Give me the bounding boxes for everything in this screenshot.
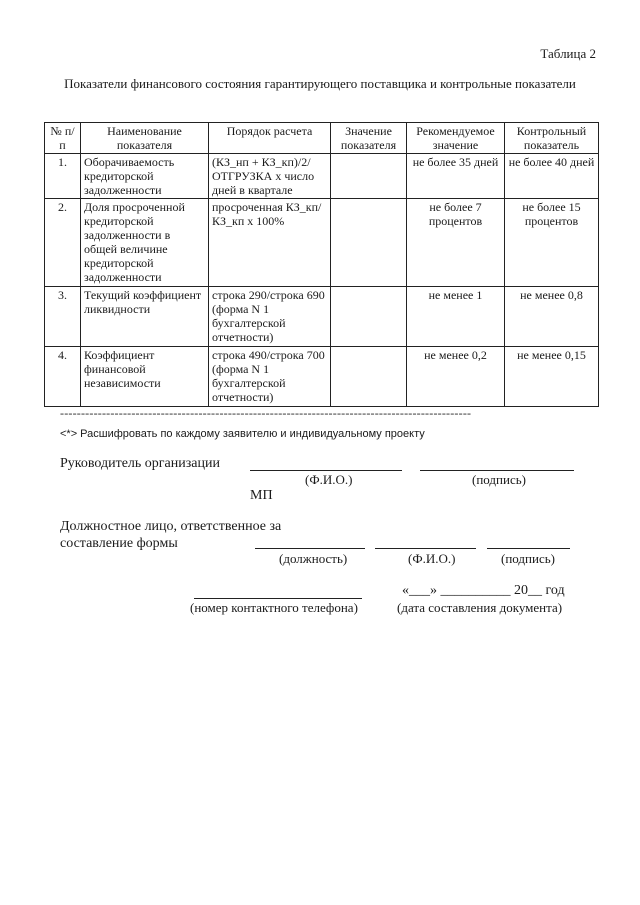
header-recommended: Рекомендуемое значение — [407, 123, 505, 154]
responsible-fio-caption: (Ф.И.О.) — [408, 551, 456, 566]
row-value — [331, 287, 407, 347]
row-recommended: не менее 1 — [407, 287, 505, 347]
table-row — [45, 154, 599, 199]
row-value — [331, 154, 407, 199]
row-name: Текущий коэффициент ликвидности — [81, 287, 209, 347]
header-calculation: Порядок расчета — [209, 123, 331, 154]
head-of-organization-label: Руководитель организации — [60, 456, 220, 471]
head-fio-caption: (Ф.И.О.) — [305, 472, 353, 487]
row-name: Оборачиваемость кредиторской задолженности — [81, 154, 209, 199]
row-calculation: строка 290/строка 690 (форма N 1 бухгалтерской отчетности) — [209, 287, 331, 347]
head-signature-line — [420, 470, 574, 471]
table-number-label: Таблица 2 — [540, 46, 596, 61]
row-control: не более 15 процентов — [505, 199, 599, 287]
document-date-caption: (дата составления документа) — [397, 600, 563, 615]
row-value — [331, 347, 407, 407]
row-calculation: (КЗ_нп + КЗ_кп)/2/ ОТГРУЗКА x число дней в квартале — [209, 154, 331, 199]
phone-caption: (номер контактного телефона) — [190, 600, 358, 615]
footnote: <*> Расшифровать по каждому заявителю и индивидуальному проекту — [60, 428, 425, 440]
header-value: Значение показателя — [331, 123, 407, 154]
row-number: 3. — [45, 287, 81, 347]
row-control: не менее 0,8 — [505, 287, 599, 347]
row-recommended: не более 7 процентов — [407, 199, 505, 287]
header-name: Наименование показателя — [81, 123, 209, 154]
table-header-row — [45, 123, 599, 154]
phone-line — [194, 598, 362, 599]
row-value — [331, 199, 407, 287]
head-signature-caption: (подпись) — [472, 472, 526, 487]
header-number: № п/п — [45, 123, 81, 154]
header-control: Контрольный показатель — [505, 123, 599, 154]
row-control: не менее 0,15 — [505, 347, 599, 407]
row-number: 2. — [45, 199, 81, 287]
head-fio-line — [250, 470, 402, 471]
position-caption: (должность) — [279, 551, 348, 566]
row-number: 4. — [45, 347, 81, 407]
document-title: Показатели финансового состояния гарантирующего поставщика и контрольные показатели — [64, 76, 576, 91]
row-recommended: не более 35 дней — [407, 154, 505, 199]
table-row — [45, 347, 599, 407]
responsible-signature-caption: (подпись) — [501, 551, 555, 566]
responsible-person-label-line2: составление формы — [60, 536, 178, 551]
table-row — [45, 287, 599, 347]
row-calculation: просроченная КЗ_кп/КЗ_кп x 100% — [209, 199, 331, 287]
row-calculation: строка 490/строка 700 (форма N 1 бухгалтерской отчетности) — [209, 347, 331, 407]
financial-indicators-table — [44, 122, 599, 407]
row-name: Доля просроченной кредиторской задолженности в общей величине кредиторской задолженности — [81, 199, 209, 287]
footnote-separator: -------------------------------------------------------------------------------------------------- — [60, 406, 472, 420]
stamp-place-label: МП — [250, 488, 273, 503]
row-number: 1. — [45, 154, 81, 199]
responsible-fio-line — [375, 548, 476, 549]
position-line — [255, 548, 365, 549]
row-control: не более 40 дней — [505, 154, 599, 199]
responsible-signature-line — [487, 548, 570, 549]
table-row — [45, 199, 599, 287]
row-name: Коэффициент финансовой независимости — [81, 347, 209, 407]
document-date-line: «___» __________ 20__ год — [402, 583, 565, 598]
responsible-person-label-line1: Должностное лицо, ответственное за — [60, 519, 282, 534]
row-recommended: не менее 0,2 — [407, 347, 505, 407]
